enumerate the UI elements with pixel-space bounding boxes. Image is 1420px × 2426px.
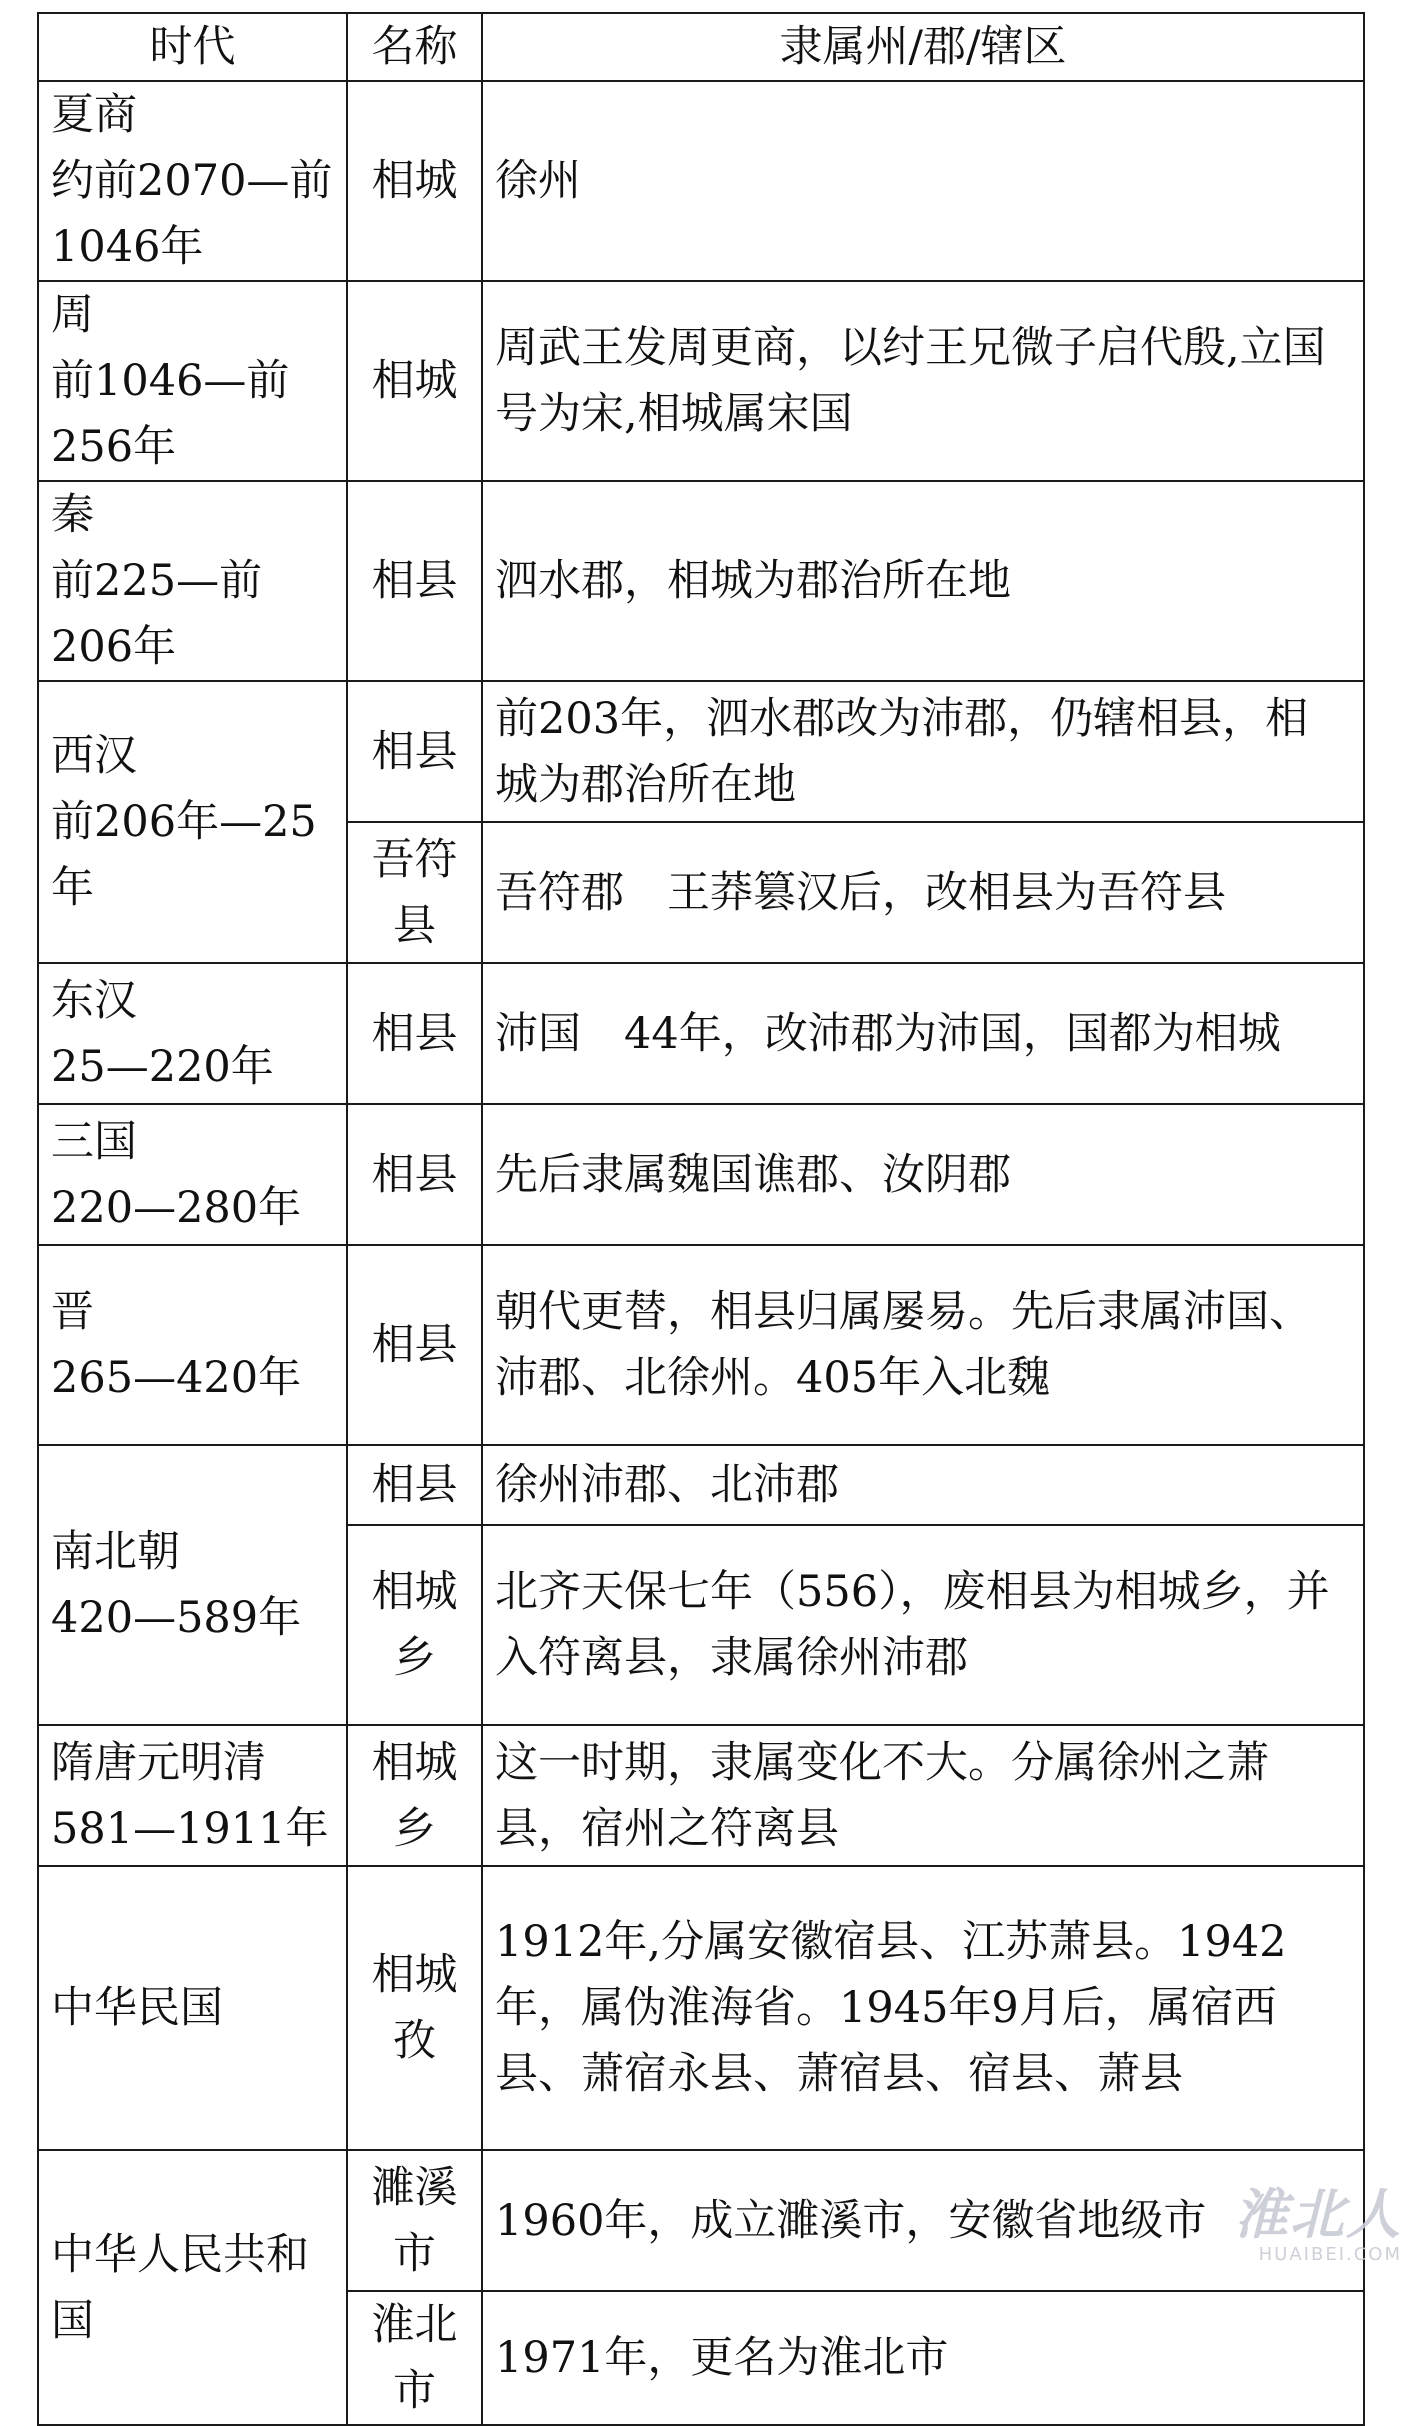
era-years: 265—420年: [51, 1353, 302, 1403]
table-row: [38, 681, 1364, 822]
admin-text: 朝代更替，相县归属屡易。先后隶属沛国、沛郡、北徐州。405年入北魏: [482, 1245, 1364, 1445]
table-row: [38, 1725, 1364, 1866]
admin-text: 周武王发周更商，以纣王兄微子启代殷,立国号为宋,相城属宋国: [482, 281, 1364, 481]
table-row: [38, 2150, 1364, 2291]
era-name: 中华人民共和国: [51, 2229, 309, 2346]
era-name: 东汉: [51, 975, 137, 1026]
era-name: 中华民国: [51, 1983, 223, 2033]
era-cell: [38, 1104, 347, 1245]
era-cell: [38, 1866, 347, 2150]
admin-text: 这一时期，隶属变化不大。分属徐州之萧县，宿州之符离县: [482, 1725, 1364, 1866]
table-row: [38, 1445, 1364, 1525]
era-name: 秦: [51, 490, 94, 540]
era-name: 南北朝: [51, 1527, 180, 1577]
era-cell: [38, 681, 347, 963]
era-cell: [38, 81, 347, 281]
place-name: 相城: [347, 281, 482, 481]
admin-text: 1960年，成立濉溪市，安徽省地级市: [482, 2150, 1364, 2291]
table-row: [38, 1245, 1364, 1445]
table-row: [38, 1104, 1364, 1245]
place-name: 相县: [347, 963, 482, 1104]
watermark-cn: 淮北人: [1234, 2183, 1402, 2246]
era-years: 约前2070—前1046年: [51, 156, 333, 272]
era-years: 前1046—前256年: [51, 356, 290, 472]
era-years: 220—280年: [51, 1182, 302, 1233]
era-cell: [38, 1725, 347, 1866]
place-name: 相县: [347, 1104, 482, 1245]
era-years: 420—589年: [51, 1593, 302, 1643]
place-name: 相城孜: [347, 1866, 482, 2150]
era-cell: [38, 2150, 347, 2425]
admin-text: 徐州: [482, 81, 1364, 281]
table-row: [38, 963, 1364, 1104]
table-row: [38, 281, 1364, 481]
place-name: 相县: [347, 1245, 482, 1445]
place-name: 相城乡: [347, 1525, 482, 1725]
era-name: 三国: [51, 1116, 137, 1167]
watermark-en: HUAIBEI.COM: [1258, 2244, 1402, 2265]
table-row: [38, 1866, 1364, 2150]
era-years: 581—1911年: [51, 1803, 329, 1854]
table-row: [38, 481, 1364, 681]
era-cell: [38, 1245, 347, 1445]
header-admin: 隶属州/郡/辖区: [482, 13, 1364, 81]
place-name: 相城乡: [347, 1725, 482, 1866]
era-years: 25—220年: [51, 1041, 274, 1092]
era-cell: [38, 1445, 347, 1725]
admin-text: 前203年，泗水郡改为沛郡，仍辖相县，相城为郡治所在地: [482, 681, 1364, 822]
admin-text: 先后隶属魏国谯郡、汝阴郡: [482, 1104, 1364, 1245]
admin-text: 北齐天保七年（556），废相县为相城乡，并入符离县，隶属徐州沛郡: [482, 1525, 1364, 1725]
era-name: 西汉: [51, 731, 137, 781]
place-name: 相县: [347, 481, 482, 681]
place-name: 相城: [347, 81, 482, 281]
era-name: 夏商: [51, 90, 137, 140]
era-cell: [38, 481, 347, 681]
admin-text: 沛国 44年，改沛郡为沛国，国都为相城: [482, 963, 1364, 1104]
era-cell: [38, 963, 347, 1104]
admin-text: 徐州沛郡、北沛郡: [482, 1445, 1364, 1525]
era-years: 前206年—25年: [51, 797, 317, 913]
admin-text: 1912年,分属安徽宿县、江苏萧县。1942年，属伪淮海省。1945年9月后，属宿西县、萧宿永县、萧宿县、宿县、萧县: [482, 1866, 1364, 2150]
header-era: 时代: [38, 13, 347, 81]
admin-text: 1971年，更名为淮北市: [482, 2291, 1364, 2425]
era-name: 周: [51, 290, 94, 340]
header-name: 名称: [347, 13, 482, 81]
place-name: 相县: [347, 1445, 482, 1525]
place-name: 相县: [347, 681, 482, 822]
history-table: [37, 12, 1365, 2426]
header-row: [38, 13, 1364, 81]
site-watermark: [1234, 2183, 1402, 2265]
place-name: 淮北市: [347, 2291, 482, 2425]
admin-text: 吾符郡 王莽篡汉后，改相县为吾符县: [482, 822, 1364, 963]
era-name: 隋唐元明清: [51, 1737, 266, 1788]
admin-text: 泗水郡，相城为郡治所在地: [482, 481, 1364, 681]
era-name: 晋: [51, 1287, 94, 1337]
table-row: [38, 81, 1364, 281]
place-name: 吾符县: [347, 822, 482, 963]
place-name: 濉溪市: [347, 2150, 482, 2291]
era-cell: [38, 281, 347, 481]
era-years: 前225—前206年: [51, 556, 263, 672]
